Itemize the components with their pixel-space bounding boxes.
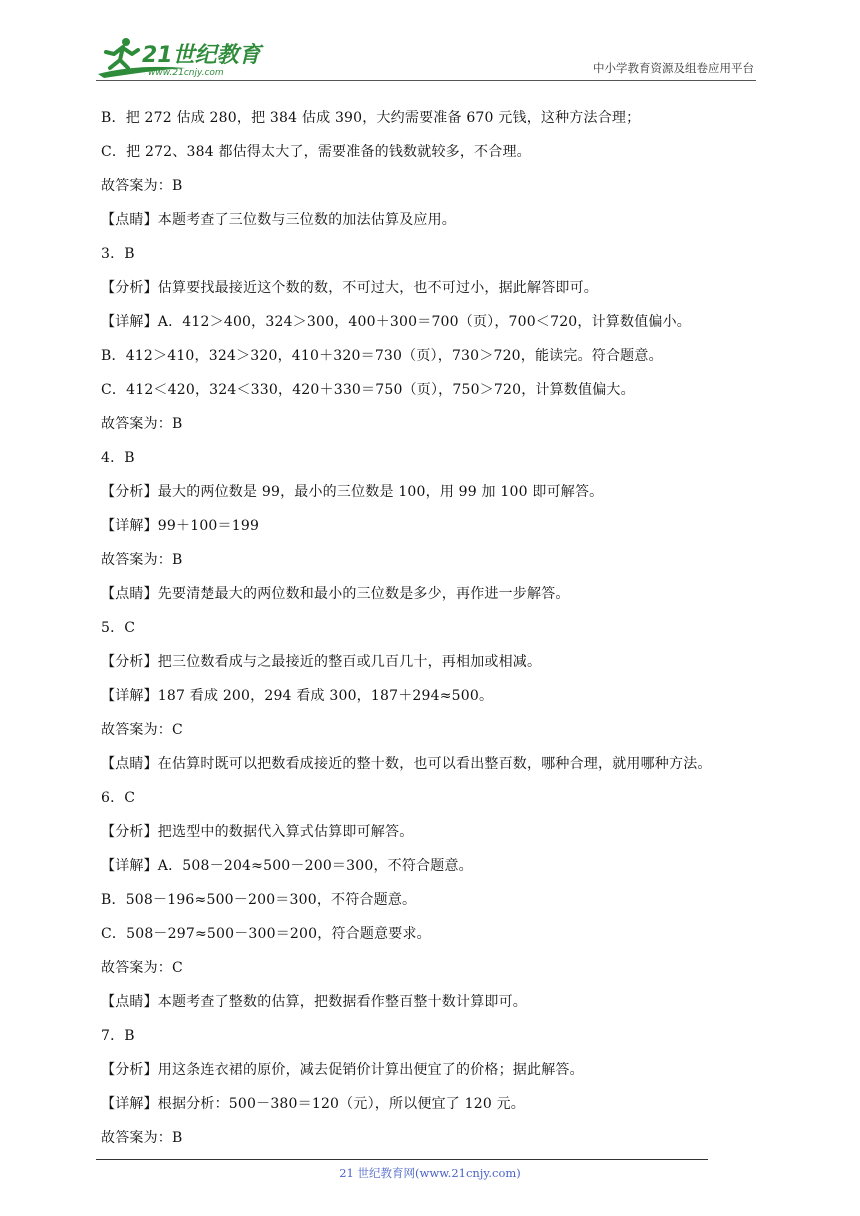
text-line: B．把 272 估成 280，把 384 估成 390，大约需要准备 670 元钱，这种方法合理； xyxy=(101,110,641,126)
text-line: 【分析】估算要找最接近这个数的数，不可过大，也不可过小，据此解答即可。 xyxy=(101,280,598,296)
text-line: 【分析】用这条连衣裙的原价，减去促销价计算出便宜了的价格；据此解答。 xyxy=(101,1062,584,1078)
page-header xyxy=(96,34,756,80)
text-line: C．把 272、384 都估得太大了，需要准备的钱数就较多，不合理。 xyxy=(101,144,531,160)
question-number: 3．B xyxy=(101,246,135,262)
question-number: 4．B xyxy=(101,450,135,466)
text-line: 【分析】把选型中的数据代入算式估算即可解答。 xyxy=(101,824,414,840)
question-number: 7．B xyxy=(101,1028,135,1044)
answer-content xyxy=(101,101,761,1155)
text-line: 故答案为：B xyxy=(101,178,183,194)
svg-text:www.21cnjy.com: www.21cnjy.com xyxy=(148,68,224,78)
text-line: 【点睛】本题考查了三位数与三位数的加法估算及应用。 xyxy=(101,212,456,228)
text-line: C．508－297≈500－300＝200，符合题意要求。 xyxy=(101,926,431,942)
text-line: 【详解】A．412＞400，324＞300，400＋300＝700（页），700＜720，计算数值偏小。 xyxy=(101,314,692,330)
text-line: 【详解】99＋100＝199 xyxy=(101,518,260,534)
text-line: 【点睛】本题考查了整数的估算，把数据看作整百整十数计算即可。 xyxy=(101,994,527,1010)
text-line: 【点睛】先要清楚最大的两位数和最小的三位数是多少，再作进一步解答。 xyxy=(101,586,570,602)
runner-logo-icon xyxy=(96,34,266,80)
text-line: B．412＞410，324＞320，410＋320＝730（页），730＞720，能读完。符合题意。 xyxy=(101,348,663,364)
question-number: 6．C xyxy=(101,790,136,806)
footer-link[interactable]: 21 世纪教育网(www.21cnjy.com) xyxy=(339,1166,521,1180)
text-line: B．508－196≈500－200＝300，不符合题意。 xyxy=(101,892,417,908)
text-line: 故答案为：C xyxy=(101,960,183,976)
text-line: 【点睛】在估算时既可以把数看成接近的整十数，也可以看出整百数，哪种合理，就用哪种方法。 xyxy=(101,756,712,772)
text-line: 故答案为：B xyxy=(101,552,183,568)
text-line: C．412＜420，324＜330，420＋330＝750（页），750＞720，计算数值偏大。 xyxy=(101,382,635,398)
site-logo xyxy=(96,34,266,80)
question-number: 5．C xyxy=(101,620,136,636)
svg-text:21世纪教育: 21世纪教育 xyxy=(142,43,261,68)
text-line: 故答案为：B xyxy=(101,1130,183,1146)
header-divider xyxy=(96,80,756,81)
text-line: 【详解】A．508－204≈500－200＝300，不符合题意。 xyxy=(101,858,473,874)
text-line: 【分析】最大的两位数是 99，最小的三位数是 100，用 99 加 100 即可解答。 xyxy=(101,484,604,500)
text-line: 故答案为：C xyxy=(101,722,183,738)
platform-title: 中小学教育资源及组卷应用平台 xyxy=(593,61,754,75)
text-line: 【详解】根据分析：500－380＝120（元），所以便宜了 120 元。 xyxy=(101,1096,525,1112)
footer-divider xyxy=(96,1159,708,1160)
text-line: 【分析】把三位数看成与之最接近的整百或几百几十，再相加或相减。 xyxy=(101,654,542,670)
text-line: 【详解】187 看成 200，294 看成 300，187＋294≈500。 xyxy=(101,688,494,704)
text-line: 故答案为：B xyxy=(101,416,183,432)
